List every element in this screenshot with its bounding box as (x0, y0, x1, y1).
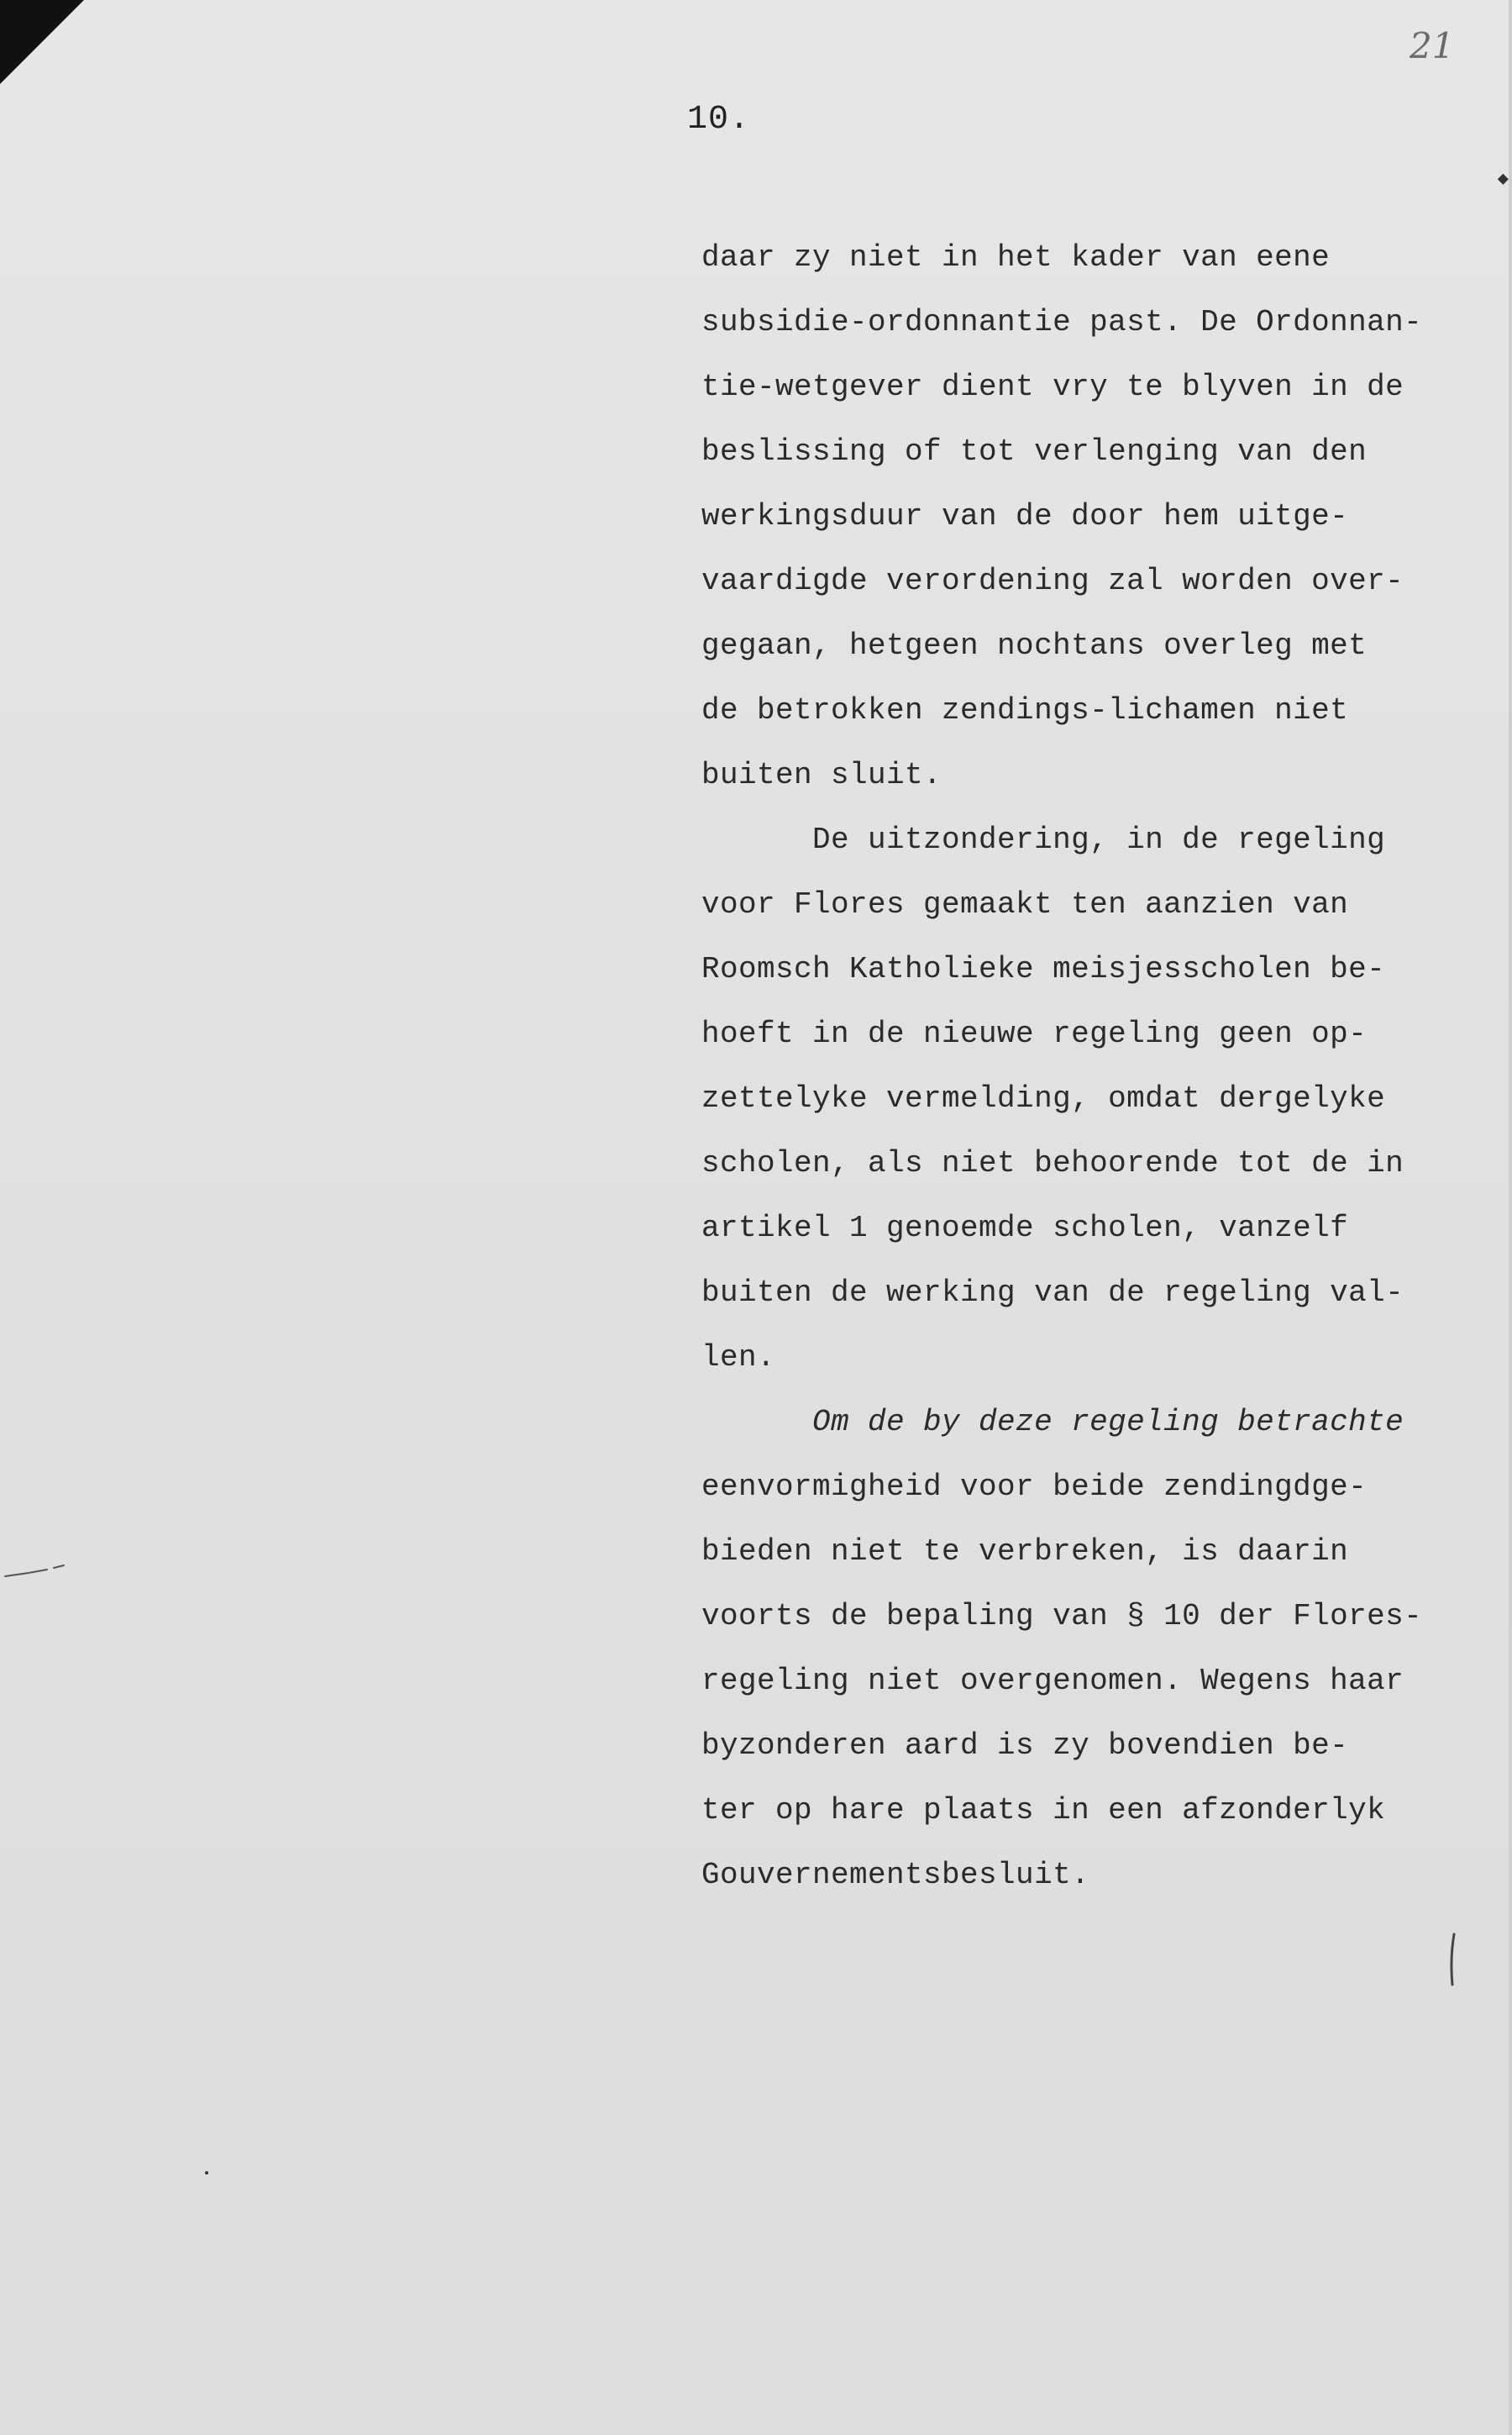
corner-fold (0, 0, 84, 84)
text-line: gegaan, hetgeen nochtans overleg met (701, 628, 1368, 663)
text-line: regeling niet overgenomen. Wegens haar (701, 1664, 1404, 1698)
text-line: buiten de werking van de regeling val- (701, 1275, 1404, 1310)
text-line: eenvormigheid voor beide zendingdge- (701, 1470, 1368, 1504)
text-line: daar zy niet in het kader van eene (701, 240, 1331, 275)
text-line: scholen, als niet behoorende tot de in (701, 1146, 1404, 1181)
body-text (701, 225, 1483, 1907)
text-line: bieden niet te verbreken, is daarin (701, 1534, 1349, 1569)
text-line: buiten sluit. (701, 758, 942, 792)
page-number: 10. (687, 101, 751, 139)
margin-pencil-mark (3, 1563, 71, 1580)
text-line: voor Flores gemaakt ten aanzien van (701, 887, 1349, 922)
margin-pencil-tick (1446, 1933, 1460, 1986)
text-line: beslissing of tot verlenging van den (701, 434, 1368, 469)
paper-speck (205, 2171, 208, 2175)
text-line: ter op hare plaats in een afzonderlyk (701, 1793, 1386, 1828)
text-line: voorts de bepaling van § 10 der Flores- (701, 1599, 1423, 1633)
text-line: subsidie-ordonnantie past. De Ordonnan- (701, 305, 1423, 339)
text-line: de betrokken zendings-lichamen niet (701, 693, 1349, 728)
text-line: zettelyke vermelding, omdat dergelyke (701, 1081, 1386, 1116)
text-line: byzonderen aard is zy bovendien be- (701, 1728, 1349, 1763)
pin-mark: ◆ (1497, 169, 1509, 190)
page-edge (1509, 0, 1512, 2435)
text-line: hoeft in de nieuwe regeling geen op- (701, 1017, 1368, 1051)
text-line: De uitzondering, in de regeling (701, 823, 1386, 857)
text-line: len. (701, 1340, 776, 1375)
folio-number: 21 (1410, 25, 1455, 66)
text-line: werkingsduur van de door hem uitge- (701, 499, 1349, 534)
text-line: Roomsch Katholieke meisjesscholen be- (701, 952, 1386, 986)
text-line: vaardigde verordening zal worden over- (701, 564, 1404, 598)
text-line: Gouvernementsbesluit. (701, 1858, 1090, 1892)
text-line: artikel 1 genoemde scholen, vanzelf (701, 1211, 1349, 1245)
text-line: tie-wetgever dient vry te blyven in de (701, 370, 1404, 404)
text-line: Om de by deze regeling betrachte (701, 1405, 1404, 1439)
